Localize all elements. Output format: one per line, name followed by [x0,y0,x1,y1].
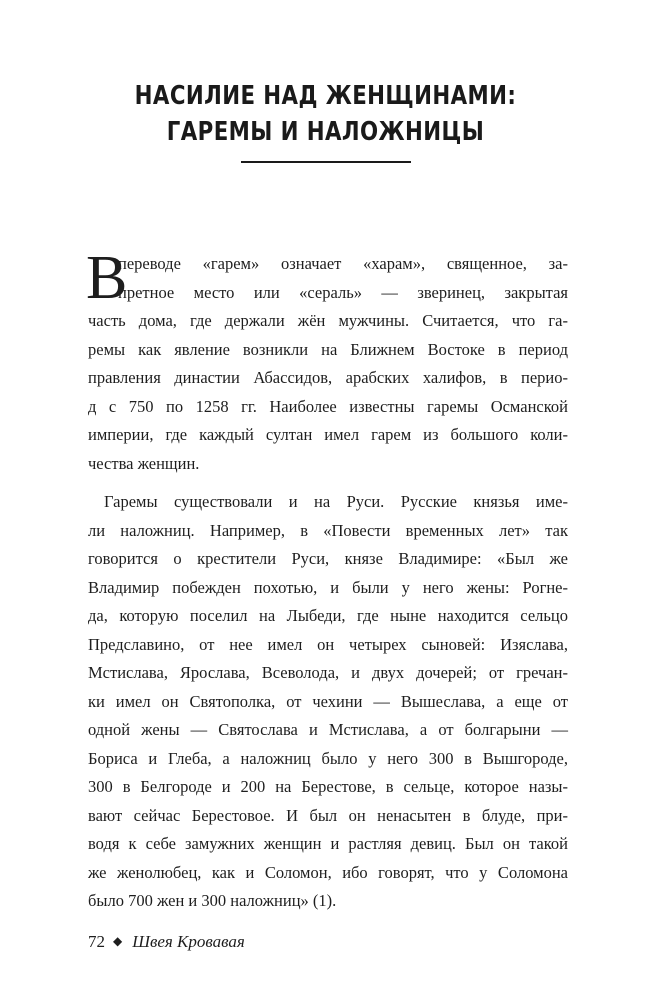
paragraph-line: да, которую поселил на Лыбеди, где ныне находится сельцо [88,606,568,625]
paragraph-line: правления династии Абассидов, арабских халифов, в перио- [88,368,568,387]
paragraph-2 [88,488,568,916]
title-underline [241,161,411,163]
paragraph-line: говорится о крестители Руси, князе Владимире: «Был же [88,549,568,568]
paragraph-line: д с 750 по 1258 гг. Наиболее известны гаремы Османской [88,396,568,416]
paragraph-line: Предславино, от нее имел он четырех сыновей: Изяслава, [88,634,568,654]
paragraph-line: Мстислава, Ярослава, Всеволода, и двух дочерей; от гречан- [88,663,568,682]
paragraph-line: 300 в Белгороде и 200 на Берестове, в сельце, которое назы- [88,777,568,796]
paragraph-line: ки имел он Святополка, от чехини — Вышеслава, а еще от [88,691,568,711]
paragraph-line: одной жены — Святослава и Мстислава, а от болгарыни — [88,720,568,739]
paragraph-line: водя к себе замужних женщин и растляя девиц. Был он такой [88,834,568,853]
chapter-title [59,78,593,150]
paragraph-line: ремы как явление возникли на Ближнем Востоке в период [88,339,568,359]
diamond-separator-icon: ◆ [113,934,123,948]
paragraph-line: было 700 жен и 300 наложниц» (1). [88,891,337,910]
paragraph-line: ли наложниц. Например, в «Повести временных лет» так [88,520,568,540]
paragraph-1 [86,244,568,478]
chapter-title-line-2: ГАРЕМЫ И НАЛОЖНИЦЫ [166,117,485,147]
paragraph-line: империи, где каждый султан имел гарем из большого коли- [88,425,568,444]
page-footer [88,932,245,952]
running-head: Швея Кровавая [132,932,245,951]
page-number: 72 [88,932,105,951]
paragraph-line: вают сейчас Берестовое. И был он ненасытен в блуде, при- [88,805,568,825]
paragraph-line: Гаремы существовали и на Руси. Русские князья име- [104,492,568,511]
paragraph-line: часть дома, где держали жён мужчины. Считается, что га- [88,311,568,330]
paragraph-line: переводе «гарем» означает «харам», священное, за- [118,254,568,273]
drop-cap: В [86,244,128,312]
paragraph-line: Владимир побежден похотью, и были у него жены: Рогне- [88,577,568,597]
paragraph-line: же женолюбец, как и Соломон, ибо говорят, что у Соломона [88,862,568,882]
chapter-title-line-1: НАСИЛИЕ НАД ЖЕНЩИНАМИ: [134,81,517,111]
paragraph-line: претное место или «сераль» — зверинец, закрытая [118,282,568,302]
paragraph-line: Бориса и Глеба, а наложниц было у него 300 в Вышгороде, [88,748,568,768]
paragraph-line: чества женщин. [88,453,200,473]
